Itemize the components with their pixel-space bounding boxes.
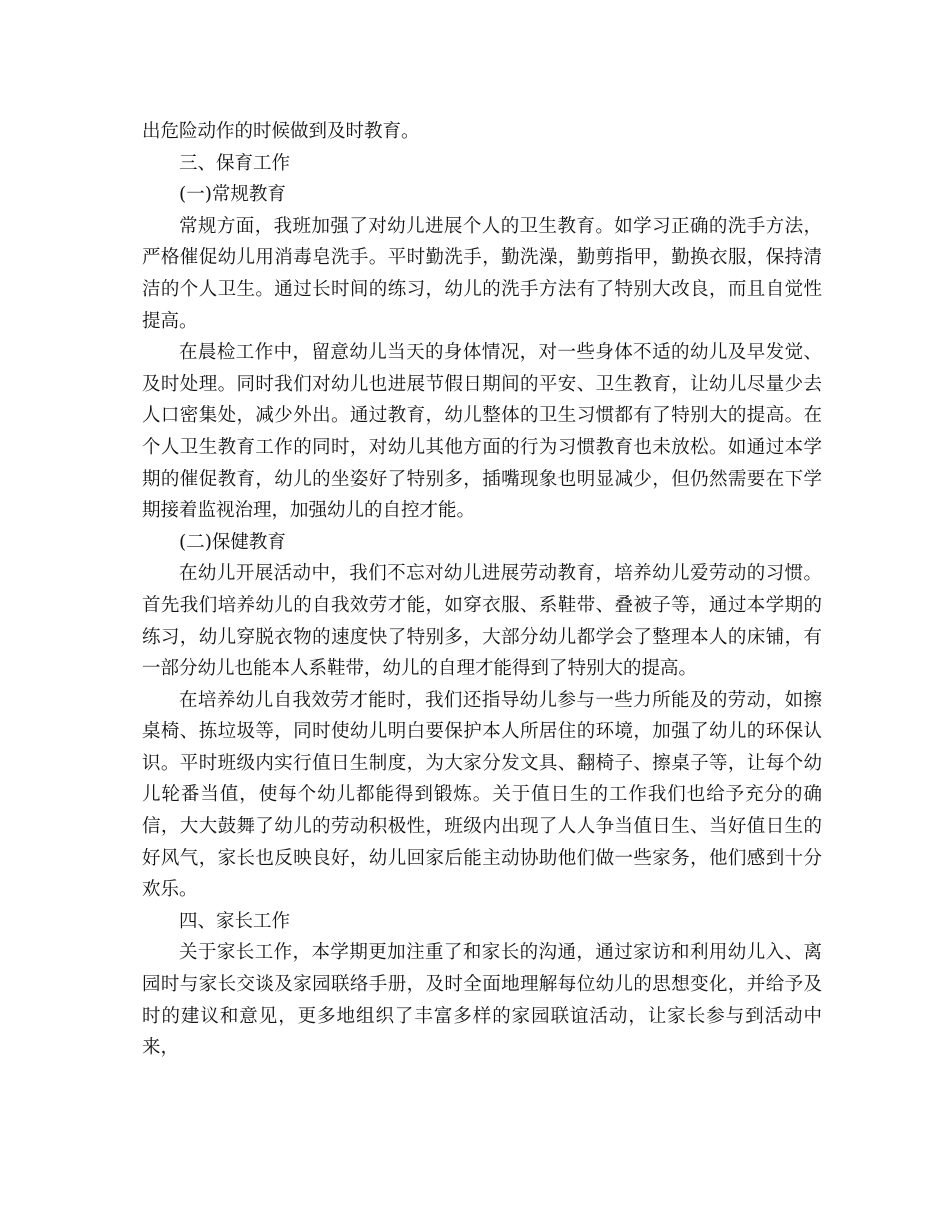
paragraph-morning-check: 在晨检工作中，留意幼儿当天的身体情况，对一些身体不适的幼儿及早发觉、及时处理。同时我们对幼儿也进展节假日期间的平安、卫生教育，让幼儿尽量少去人口密集处，减少外出。通过教育，幼儿整体的卫生习惯都有了特别大的提高。在个人卫生教育工作的同时，对幼儿其他方面的行为习惯教育也未放松。如通过本学期的催促教育，幼儿的坐姿好了特别多，插嘴现象也明显减少，但仍然需要在下学期接着监视治理，加强幼儿的自控才能。 [142,342,822,522]
paragraph-labor-education: 在幼儿开展活动中，我们不忘对幼儿进展劳动教育，培养幼儿爱劳动的习惯。首先我们培养幼儿的自我效劳才能，如穿衣服、系鞋带、叠被子等，通过本学期的练习，幼儿穿脱衣物的速度快了特别多，大部分幼儿都学会了整理本人的床铺，有一部分幼儿也能本人系鞋带，幼儿的自理才能得到了特别大的提高。 [142,563,822,680]
paragraph-continuation: 出危险动作的时候做到及时教育。 [142,121,420,142]
body-text [142,116,822,1064]
paragraph-self-service: 在培养幼儿自我效劳才能时，我们还指导幼儿参与一些力所能及的劳动，如擦桌椅、拣垃圾等，同时使幼儿明白要保护本人所居住的环境，加强了幼儿的环保认识。平时班级内实行值日生制度，为大家分发文具、翻椅子、擦桌子等，让每个幼儿轮番当值，使每个幼儿都能得到锻炼。关于值日生的工作我们也给予充分的确信，大大鼓舞了幼儿的劳动积极性，班级内出现了人人争当值日生、当好值日生的好风气，家长也反映良好，幼儿回家后能主动协助他们做一些家务，他们感到十分欢乐。 [142,689,822,901]
paragraph-routine-hygiene: 常规方面，我班加强了对幼儿进展个人的卫生教育。如学习正确的洗手方法，严格催促幼儿用消毒皂洗手。平时勤洗手，勤洗澡，勤剪指甲，勤换衣服，保持清洁的个人卫生。通过长时间的练习，幼儿的洗手方法有了特别大改良，而且自觉性提高。 [142,215,822,332]
paragraph-parent-communication: 关于家长工作，本学期更加注重了和家长的沟通，通过家访和利用幼儿入、离园时与家长交谈及家园联络手册，及时全面地理解每位幼儿的思想变化，并给予及时的建议和意见，更多地组织了丰富多样的家园联谊活动，让家长参与到活动中来， [142,942,822,1059]
subsection-heading-routine-education: (一)常规教育 [179,184,286,206]
section-heading-care-work: 三、保育工作 [179,152,291,174]
subsection-heading-health-education: (二)保健教育 [179,531,286,553]
section-heading-parent-work: 四、家长工作 [179,910,291,932]
